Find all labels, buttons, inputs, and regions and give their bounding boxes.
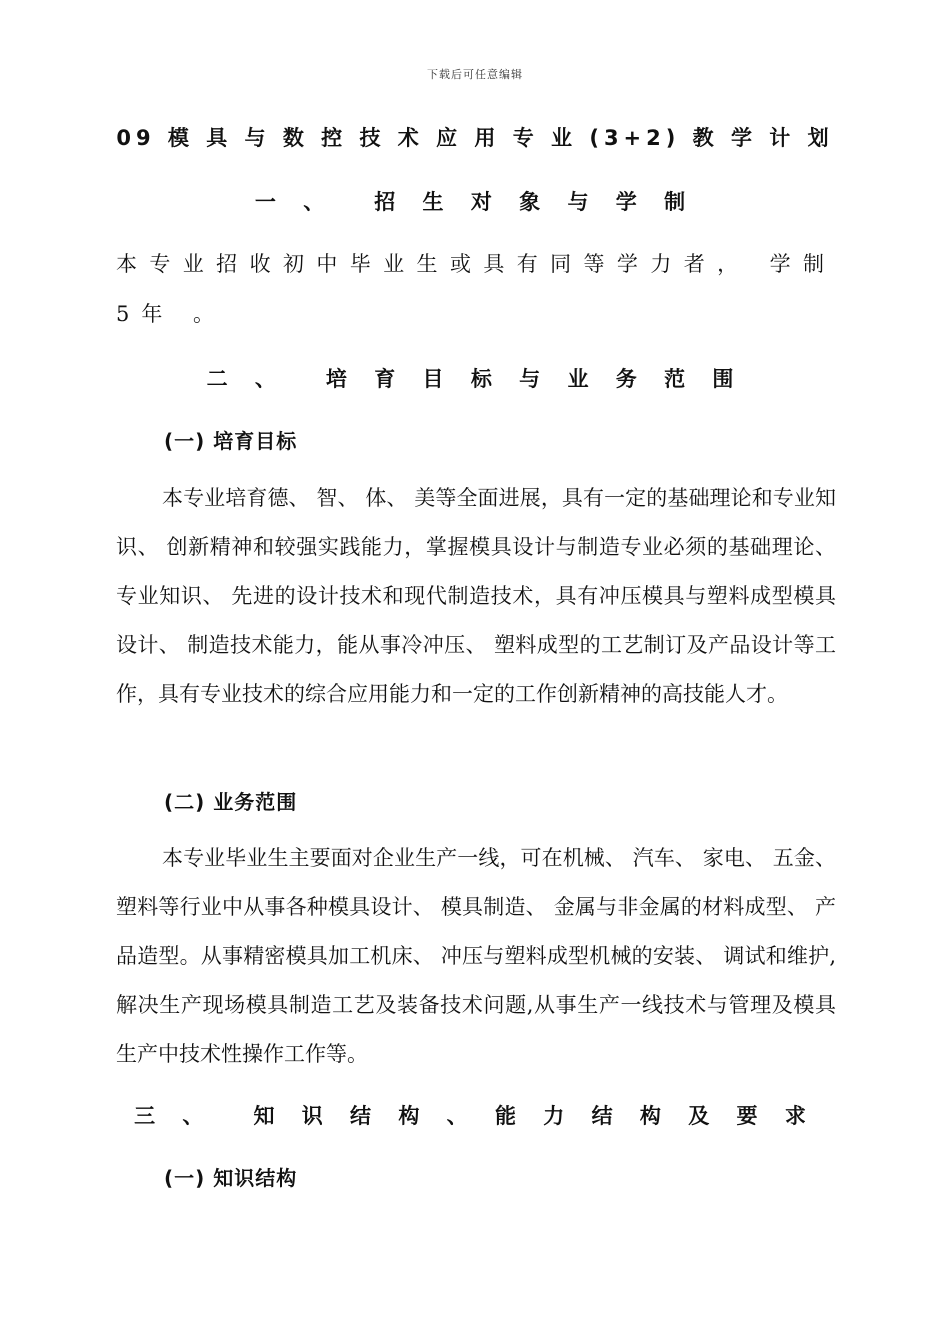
section-title: 知 识 结 构 、 能 力 结 构 及 要 求 — [253, 1104, 816, 1128]
section-heading-3 — [0, 1100, 950, 1130]
section-1-paragraph: 本专业招收初中毕业生或具有同等学力者， 学制5年 。 — [116, 252, 836, 326]
header-note: 下载后可任意编辑 — [427, 68, 523, 81]
subsection-heading-scope: (二) 业务范围 — [164, 790, 298, 814]
goals-paragraph: 本专业培育德、 智、 体、 美等全面进展，具有一定的基础理论和专业知识、 创新精神和较强实践能力，掌握模具设计与制造专业必须的基础理论、 专业知识、 先进的设计技术和现代制造技术，具有冲压模具与塑料成型模具设计、 制造技术能力，能从事冷冲压、 塑料成型的工艺制订及产品设计等工作，具有专业技术的综合应用能力和一定的工作创新精神的高技能人才。 — [116, 486, 836, 706]
subsection-heading-knowledge: (一) 知识结构 — [164, 1166, 298, 1190]
document-title: 09 模 具 与 数 控 技 术 应 用 专 业 (3+2) 教 学 计 划 — [116, 126, 834, 150]
section-title: 招 生 对 象 与 学 制 — [374, 190, 696, 214]
section-number: 一 、 — [254, 190, 335, 214]
section-heading-1 — [0, 186, 950, 216]
section-heading-2 — [0, 363, 950, 393]
section-number: 二 、 — [206, 367, 286, 391]
subsection-heading-goals: (一) 培育目标 — [164, 429, 298, 453]
scope-paragraph: 本专业毕业生主要面对企业生产一线，可在机械、 汽车、 家电、 五金、 塑料等行业中从事各种模具设计、 模具制造、 金属与非金属的材料成型、 产品造型。从事精密模具加工机床、 冲压与塑料成型机械的安装、 调试和维护,解决生产现场模具制造工艺及装备技术问题,从事生产一线技术与管理及模具生产中技术性操作工作等。 — [116, 846, 836, 1066]
section-title: 培 育 目 标 与 业 务 范 围 — [325, 367, 744, 391]
section-number: 三 、 — [134, 1104, 214, 1128]
